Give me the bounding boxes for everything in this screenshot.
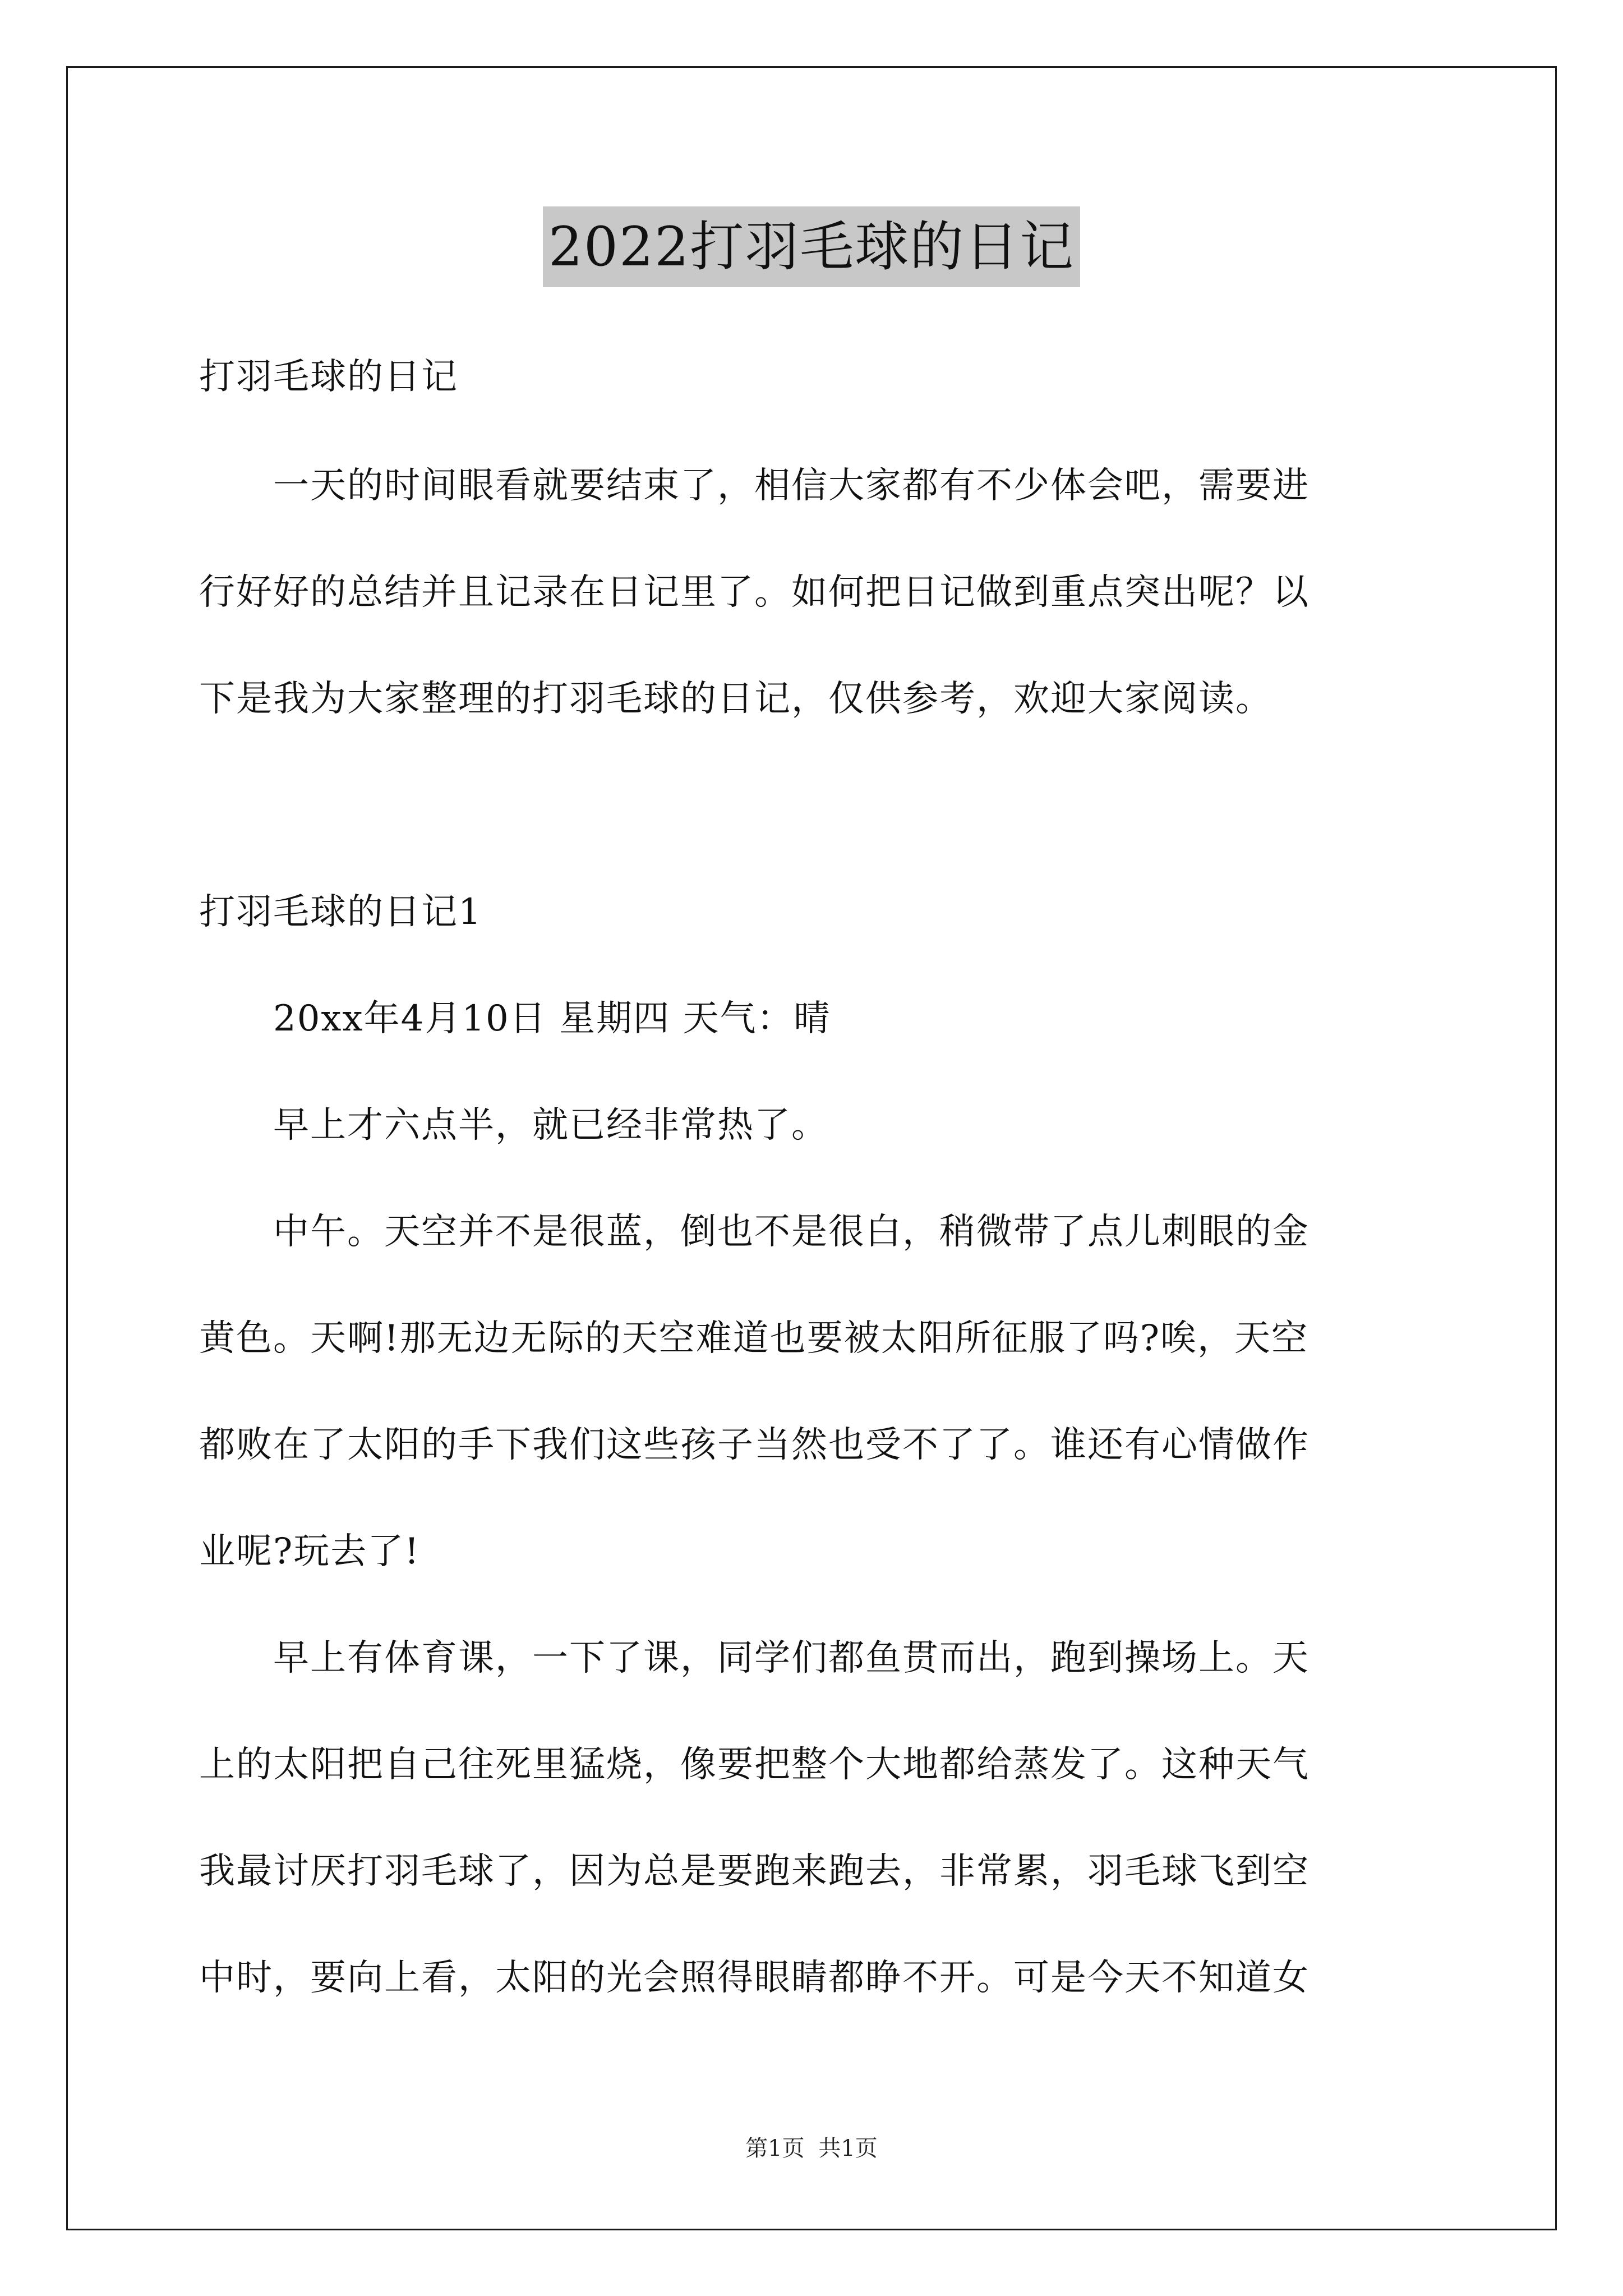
paragraph-2-line-4: 业呢?玩去了!: [199, 1531, 421, 1572]
paragraph-3-line-2: 上的太阳把自己往死里猛烧，像要把整个大地都给蒸发了。这种天气: [199, 1744, 1310, 1786]
document-title: 2022打羽毛球的日记: [543, 206, 1080, 287]
paragraph-3-line-4: 中时，要向上看，太阳的光会照得眼睛都睁不开。可是今天不知道女: [199, 1957, 1310, 1999]
subtitle: 打羽毛球的日记: [199, 356, 458, 398]
section-heading: 打羽毛球的日记1: [199, 891, 482, 933]
total-pages: 共1页: [818, 2136, 878, 2161]
intro-line-1: 一天的时间眼看就要结束了，相信大家都有不少体会吧，需要进: [199, 465, 1310, 507]
paragraph-2-line-1: 中午。天空并不是很蓝，倒也不是很白，稍微带了点儿刺眼的金: [199, 1211, 1310, 1253]
title-container: [0, 206, 1623, 287]
date-weather-line: 20xx年4月10日 星期四 天气：晴: [199, 998, 831, 1039]
paragraph-3-line-3: 我最讨厌打羽毛球了，因为总是要跑来跑去，非常累，羽毛球飞到空: [199, 1851, 1310, 1892]
intro-line-3: 下是我为大家整理的打羽毛球的日记，仅供参考，欢迎大家阅读。: [199, 678, 1272, 720]
page-number: 第1页: [745, 2136, 805, 2161]
paragraph-2-line-3: 都败在了太阳的手下我们这些孩子当然也受不了了。谁还有心情做作: [199, 1424, 1310, 1466]
intro-line-2: 行好好的总结并且记录在日记里了。如何把日记做到重点突出呢？以: [199, 572, 1310, 613]
paragraph-3-line-1: 早上有体育课，一下了课，同学们都鱼贯而出，跑到操场上。天: [199, 1637, 1310, 1679]
page-footer: [0, 2133, 1623, 2164]
paragraph-2-line-2: 黄色。天啊!那无边无际的天空难道也要被太阳所征服了吗?唉，天空: [199, 1318, 1309, 1359]
paragraph-1: 早上才六点半，就已经非常热了。: [199, 1105, 828, 1146]
